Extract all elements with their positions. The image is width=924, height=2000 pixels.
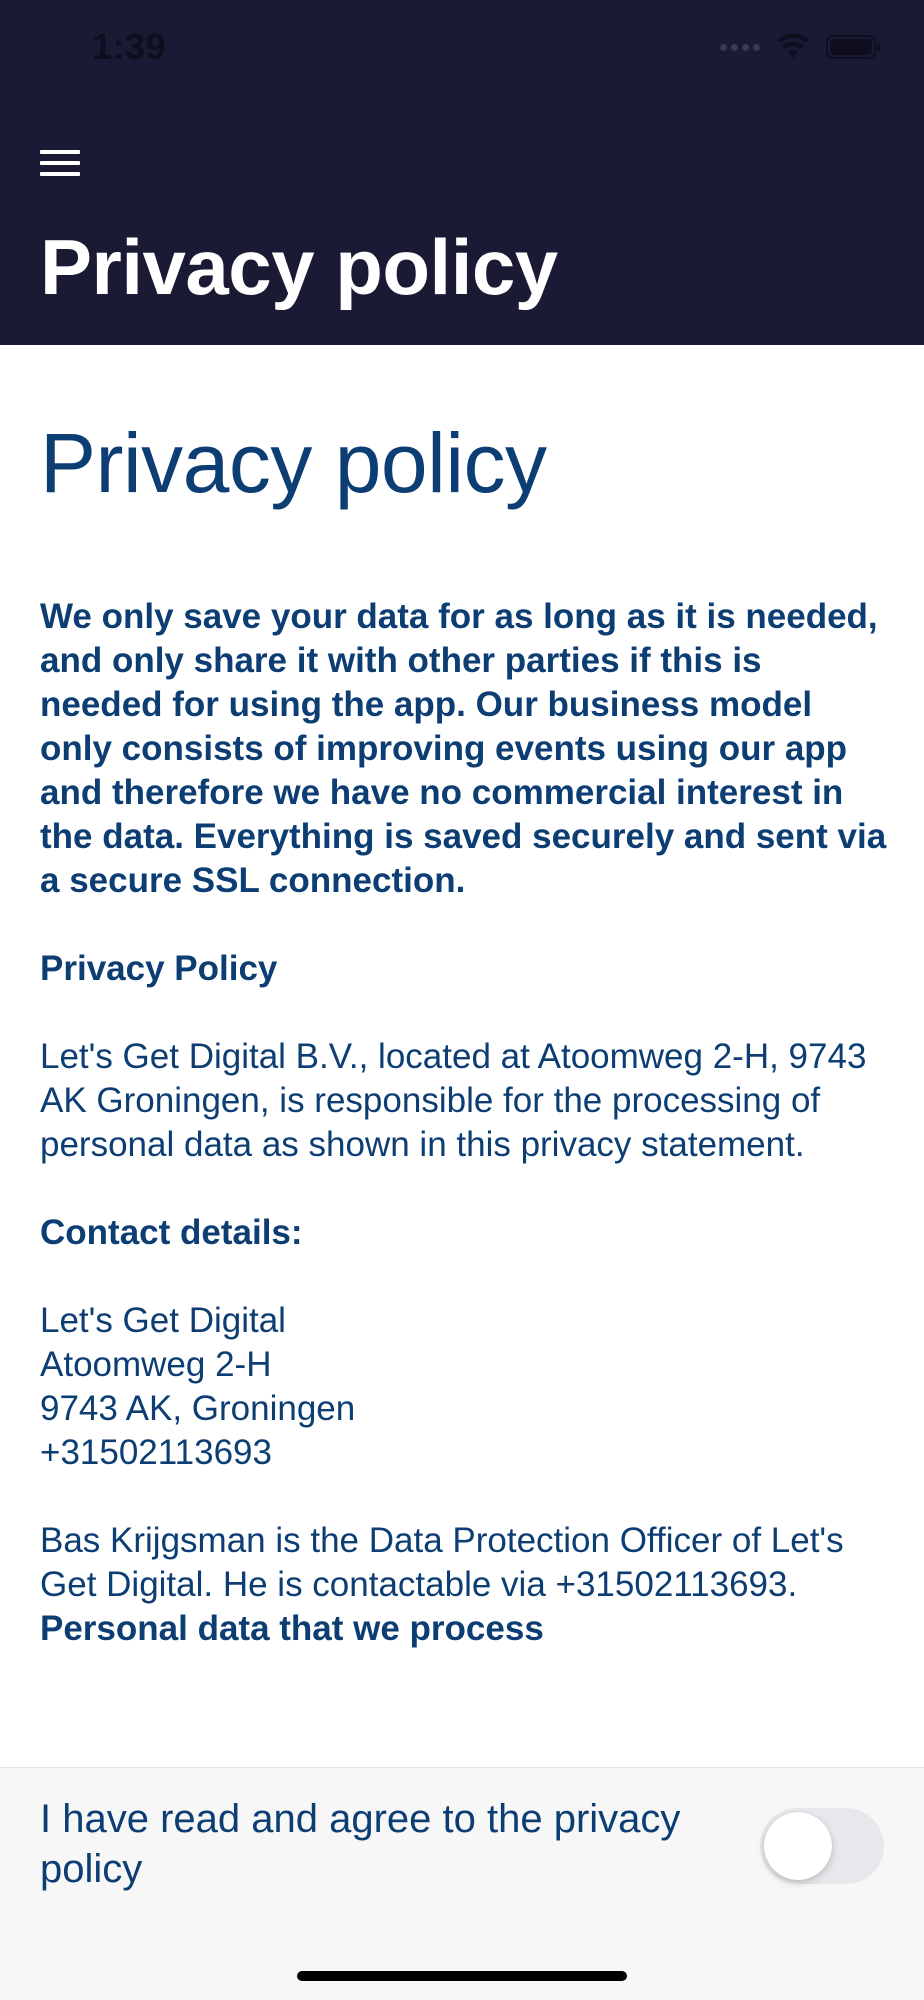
home-indicator-area: [0, 1921, 924, 2000]
privacy-content[interactable]: [40, 345, 890, 1765]
intro-paragraph: We only save your data for as long as it is needed, and only share it with other parties if this is needed for using the app. Our business model only consists of improving events using our app and therefore we have no commercial interest in the data. Everything is saved securely and sent via a secure SSL connection.: [40, 597, 887, 901]
privacy-policy-section-title: Privacy Policy: [40, 949, 278, 989]
home-indicator[interactable]: [297, 1971, 627, 1981]
wifi-icon: [776, 34, 810, 60]
toggle-knob: [764, 1812, 832, 1880]
agree-toggle[interactable]: [760, 1808, 884, 1884]
contact-line: +31502113693: [40, 1433, 272, 1473]
contact-line: Atoomweg 2-H: [40, 1345, 272, 1385]
privacy-policy-section-text: Let's Get Digital B.V., located at Atoomweg 2-H, 9743 AK Groningen, is responsible for the processing of personal data as shown in this privacy statement.: [40, 1037, 867, 1165]
contact-line: 9743 AK, Groningen: [40, 1389, 356, 1429]
next-section-title: Personal data that we process: [40, 1609, 544, 1649]
status-bar-indicators: [720, 34, 876, 60]
agreement-bar: [0, 1767, 924, 1921]
status-bar-time: 1:39: [92, 26, 167, 67]
battery-icon: [826, 35, 876, 59]
agree-label: I have read and agree to the privacy policy: [40, 1797, 681, 1891]
hamburger-menu-icon[interactable]: [40, 140, 88, 186]
contact-line: Let's Get Digital: [40, 1301, 286, 1341]
dpo-paragraph: Bas Krijgsman is the Data Protection Officer of Let's Get Digital. He is contactable via +31502113693.: [40, 1521, 844, 1605]
app-header: [0, 0, 924, 345]
page-heading: Privacy policy: [40, 416, 547, 510]
header-title: Privacy policy: [40, 223, 558, 311]
contact-address: [40, 1299, 890, 1475]
cellular-signal-icon: [720, 44, 760, 51]
contact-details-title: Contact details:: [40, 1213, 303, 1253]
